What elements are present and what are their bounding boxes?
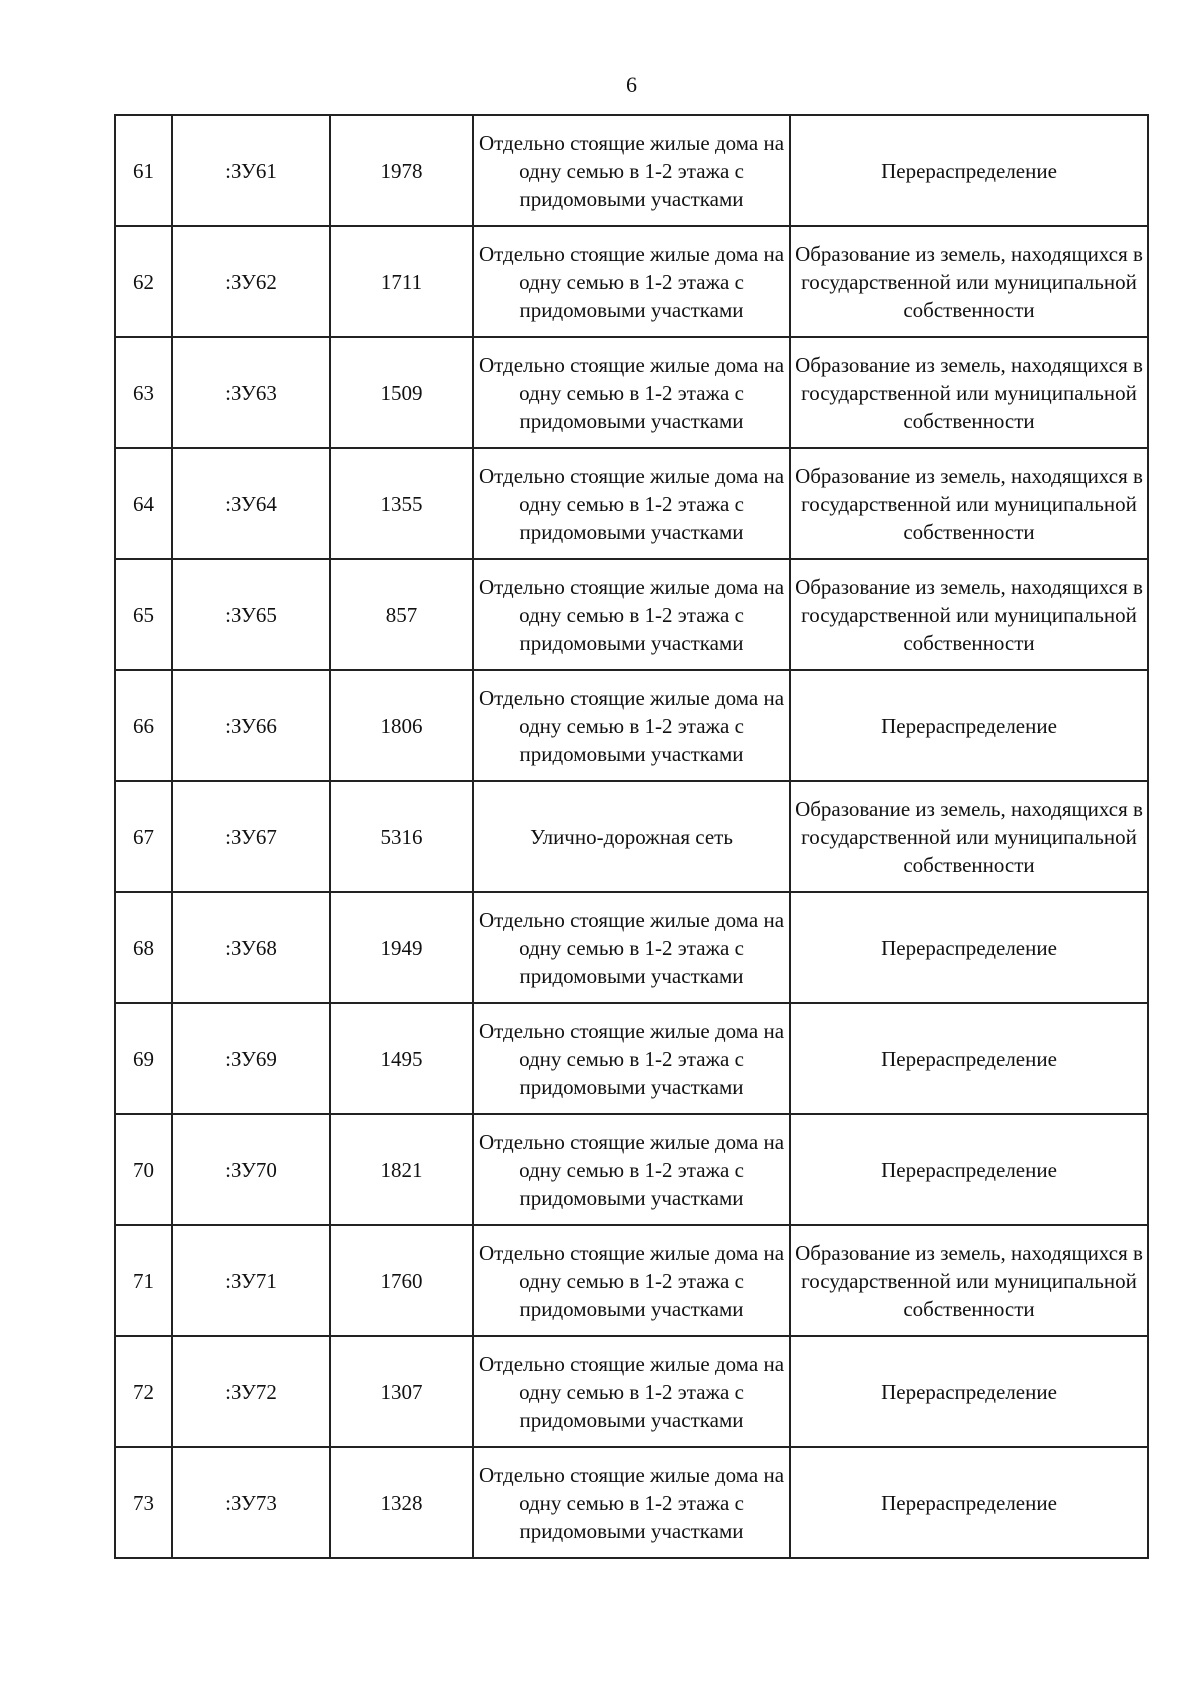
- area-cell: 5316: [330, 781, 473, 892]
- row-number-cell: 73: [115, 1447, 172, 1558]
- table-row: [115, 559, 1148, 670]
- formation-method-cell: Образование из земель, находящихся в государственной или муниципальной собственности: [790, 448, 1148, 559]
- permitted-use-cell: Отдельно стоящие жилые дома на одну семью в 1-2 этажа с придомовыми участками: [473, 115, 790, 226]
- permitted-use-cell: Отдельно стоящие жилые дома на одну семью в 1-2 этажа с придомовыми участками: [473, 1225, 790, 1336]
- plot-id-cell: :ЗУ69: [172, 1003, 330, 1114]
- row-number-cell: 70: [115, 1114, 172, 1225]
- row-number-cell: 68: [115, 892, 172, 1003]
- plot-id-cell: :ЗУ63: [172, 337, 330, 448]
- plot-id-cell: :ЗУ72: [172, 1336, 330, 1447]
- area-cell: 1328: [330, 1447, 473, 1558]
- area-cell: 1307: [330, 1336, 473, 1447]
- area-cell: 1949: [330, 892, 473, 1003]
- table-row: [115, 670, 1148, 781]
- area-cell: 857: [330, 559, 473, 670]
- land-plots-table: [114, 114, 1149, 1559]
- formation-method-cell: Образование из земель, находящихся в государственной или муниципальной собственности: [790, 781, 1148, 892]
- table-body: [115, 115, 1148, 1558]
- row-number-cell: 62: [115, 226, 172, 337]
- plot-id-cell: :ЗУ68: [172, 892, 330, 1003]
- permitted-use-cell: Отдельно стоящие жилые дома на одну семью в 1-2 этажа с придомовыми участками: [473, 1003, 790, 1114]
- formation-method-cell: Перераспределение: [790, 670, 1148, 781]
- permitted-use-cell: Улично-дорожная сеть: [473, 781, 790, 892]
- permitted-use-cell: Отдельно стоящие жилые дома на одну семью в 1-2 этажа с придомовыми участками: [473, 559, 790, 670]
- plot-id-cell: :ЗУ70: [172, 1114, 330, 1225]
- area-cell: 1760: [330, 1225, 473, 1336]
- formation-method-cell: Образование из земель, находящихся в государственной или муниципальной собственности: [790, 337, 1148, 448]
- plot-id-cell: :ЗУ67: [172, 781, 330, 892]
- formation-method-cell: Перераспределение: [790, 1114, 1148, 1225]
- permitted-use-cell: Отдельно стоящие жилые дома на одну семью в 1-2 этажа с придомовыми участками: [473, 1447, 790, 1558]
- formation-method-cell: Перераспределение: [790, 1336, 1148, 1447]
- table-row: [115, 337, 1148, 448]
- area-cell: 1806: [330, 670, 473, 781]
- plot-id-cell: :ЗУ73: [172, 1447, 330, 1558]
- row-number-cell: 69: [115, 1003, 172, 1114]
- row-number-cell: 61: [115, 115, 172, 226]
- area-cell: 1978: [330, 115, 473, 226]
- plot-id-cell: :ЗУ66: [172, 670, 330, 781]
- area-cell: 1509: [330, 337, 473, 448]
- area-cell: 1821: [330, 1114, 473, 1225]
- permitted-use-cell: Отдельно стоящие жилые дома на одну семью в 1-2 этажа с придомовыми участками: [473, 226, 790, 337]
- table-row: [115, 1114, 1148, 1225]
- row-number-cell: 65: [115, 559, 172, 670]
- permitted-use-cell: Отдельно стоящие жилые дома на одну семью в 1-2 этажа с придомовыми участками: [473, 892, 790, 1003]
- permitted-use-cell: Отдельно стоящие жилые дома на одну семью в 1-2 этажа с придомовыми участками: [473, 1114, 790, 1225]
- permitted-use-cell: Отдельно стоящие жилые дома на одну семью в 1-2 этажа с придомовыми участками: [473, 1336, 790, 1447]
- formation-method-cell: Образование из земель, находящихся в государственной или муниципальной собственности: [790, 559, 1148, 670]
- table-row: [115, 448, 1148, 559]
- table-row: [115, 1225, 1148, 1336]
- permitted-use-cell: Отдельно стоящие жилые дома на одну семью в 1-2 этажа с придомовыми участками: [473, 670, 790, 781]
- row-number-cell: 67: [115, 781, 172, 892]
- area-cell: 1355: [330, 448, 473, 559]
- table-row: [115, 892, 1148, 1003]
- row-number-cell: 72: [115, 1336, 172, 1447]
- table-row: [115, 1336, 1148, 1447]
- table-row: [115, 226, 1148, 337]
- formation-method-cell: Перераспределение: [790, 892, 1148, 1003]
- plot-id-cell: :ЗУ64: [172, 448, 330, 559]
- table-row: [115, 1003, 1148, 1114]
- table-row: [115, 781, 1148, 892]
- row-number-cell: 63: [115, 337, 172, 448]
- permitted-use-cell: Отдельно стоящие жилые дома на одну семью в 1-2 этажа с придомовыми участками: [473, 337, 790, 448]
- formation-method-cell: Перераспределение: [790, 1447, 1148, 1558]
- plot-id-cell: :ЗУ62: [172, 226, 330, 337]
- formation-method-cell: Образование из земель, находящихся в государственной или муниципальной собственности: [790, 1225, 1148, 1336]
- permitted-use-cell: Отдельно стоящие жилые дома на одну семью в 1-2 этажа с придомовыми участками: [473, 448, 790, 559]
- row-number-cell: 64: [115, 448, 172, 559]
- table-row: [115, 115, 1148, 226]
- row-number-cell: 71: [115, 1225, 172, 1336]
- area-cell: 1711: [330, 226, 473, 337]
- table-row: [115, 1447, 1148, 1558]
- plot-id-cell: :ЗУ71: [172, 1225, 330, 1336]
- formation-method-cell: Образование из земель, находящихся в государственной или муниципальной собственности: [790, 226, 1148, 337]
- page-number: 6: [626, 72, 637, 97]
- formation-method-cell: Перераспределение: [790, 115, 1148, 226]
- area-cell: 1495: [330, 1003, 473, 1114]
- formation-method-cell: Перераспределение: [790, 1003, 1148, 1114]
- plot-id-cell: :ЗУ65: [172, 559, 330, 670]
- plot-id-cell: :ЗУ61: [172, 115, 330, 226]
- row-number-cell: 66: [115, 670, 172, 781]
